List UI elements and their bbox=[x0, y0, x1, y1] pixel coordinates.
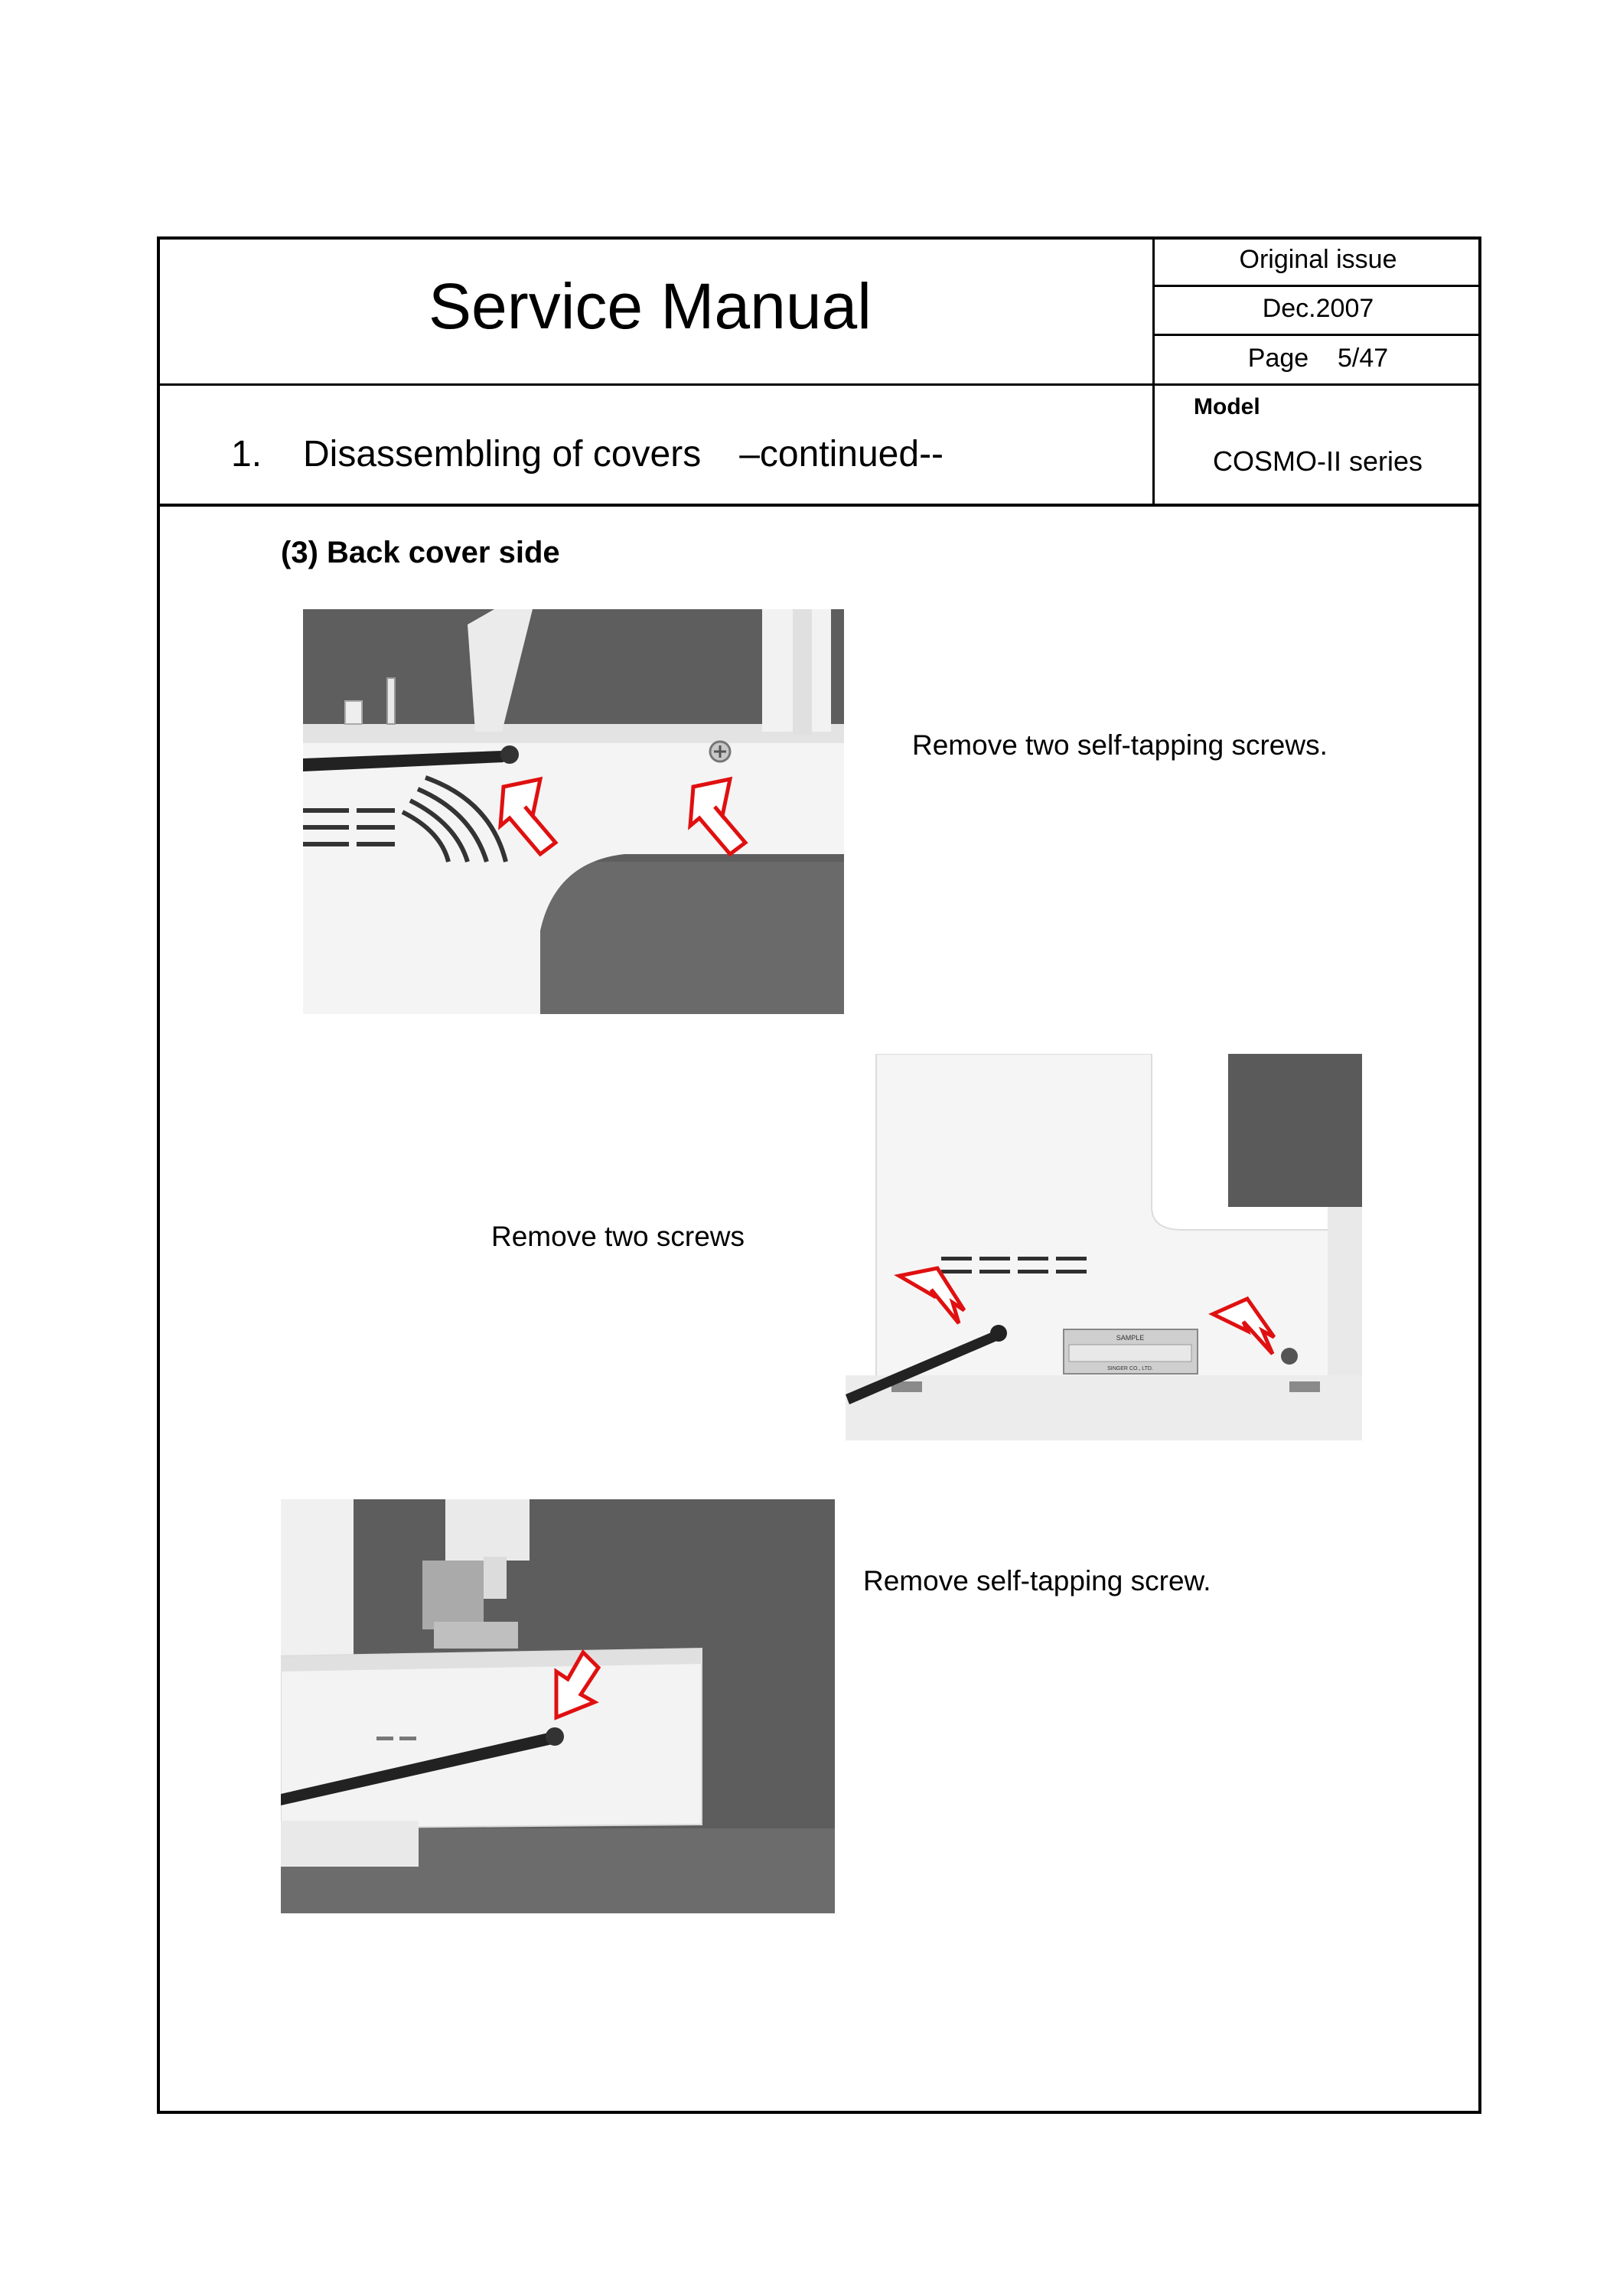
header-bottom-rule bbox=[157, 504, 1481, 507]
model-value: COSMO-II series bbox=[1213, 445, 1423, 477]
page-label: Page bbox=[1247, 344, 1309, 373]
section-title-suffix: –continued-- bbox=[739, 434, 944, 475]
photo-back-cover-bottom bbox=[846, 1054, 1362, 1440]
step-3-caption: Remove self-tapping screw. bbox=[863, 1565, 1211, 1596]
meta-rule-1 bbox=[1152, 285, 1481, 287]
section-number: 1. bbox=[231, 434, 262, 475]
page-number bbox=[1155, 344, 1481, 373]
label-plate-heading: SAMPLE bbox=[1116, 1334, 1145, 1342]
step-2-caption: Remove two screws bbox=[491, 1221, 745, 1252]
section-title-text: Disassembling of covers bbox=[303, 434, 702, 475]
label-plate-footer: SINGER CO., LTD. bbox=[1107, 1366, 1153, 1371]
subsection-heading: (3) Back cover side bbox=[281, 536, 560, 569]
issue-date: Dec.2007 bbox=[1262, 294, 1374, 323]
original-issue-label: Original issue bbox=[1239, 245, 1397, 274]
page-title: Service Manual bbox=[429, 270, 872, 342]
photo-free-arm-end bbox=[281, 1499, 835, 1913]
meta-rule-2 bbox=[1152, 334, 1481, 336]
header-divider bbox=[157, 383, 1481, 386]
step-1-caption: Remove two self-tapping screws. bbox=[912, 729, 1328, 761]
model-label: Model bbox=[1194, 394, 1260, 419]
page-value: 5/47 bbox=[1338, 344, 1389, 373]
section-title bbox=[303, 433, 943, 475]
photo-back-cover-top bbox=[303, 609, 844, 1014]
